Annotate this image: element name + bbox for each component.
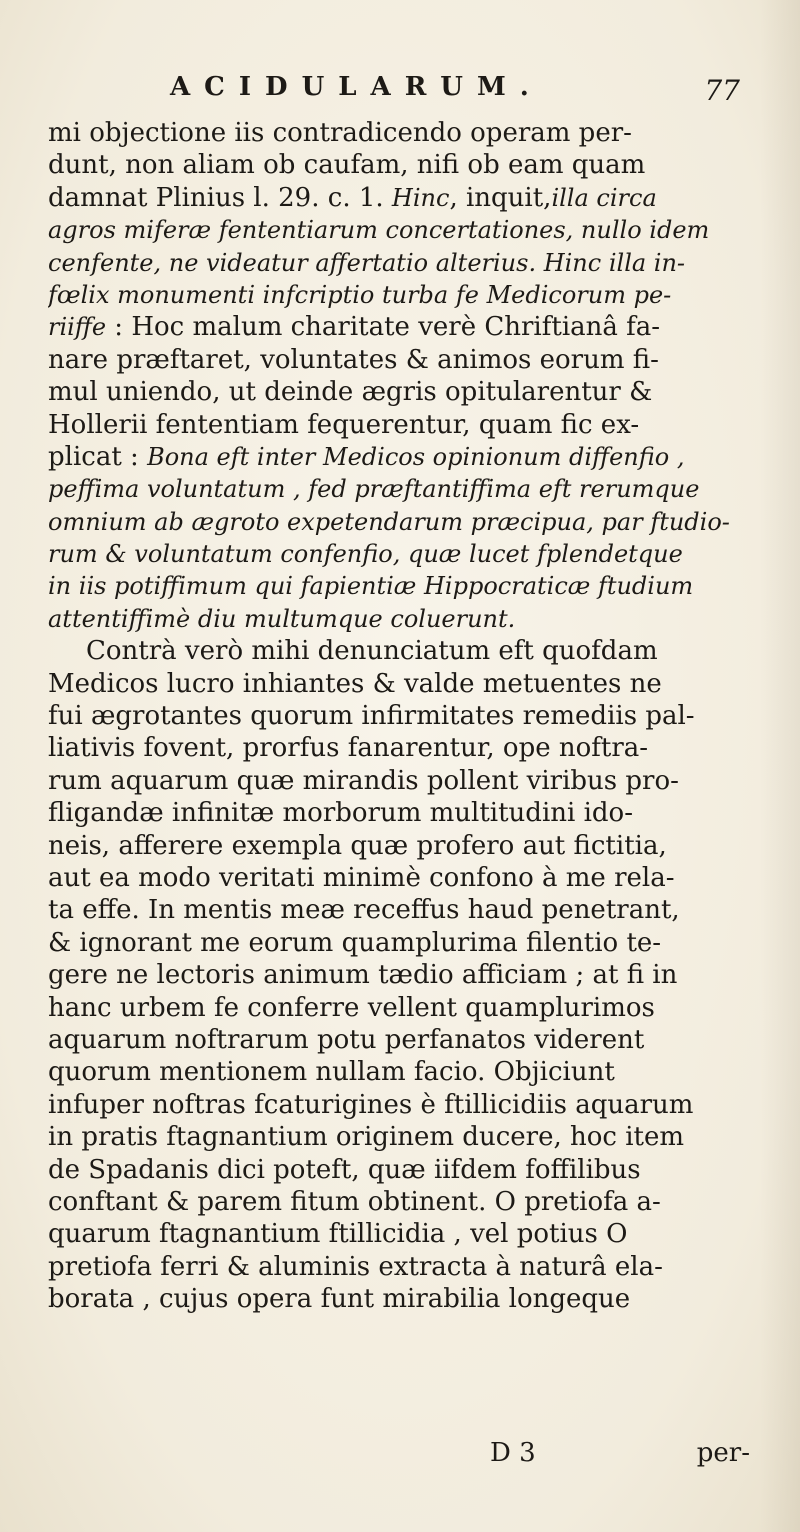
roman-text: nare præftaret, voluntates & animos eorum fi- bbox=[48, 344, 659, 375]
signature-mark: D 3 bbox=[490, 1438, 536, 1468]
italic-text: agros miferæ fententiarum concertationes, nullo idem bbox=[48, 216, 710, 245]
text-line bbox=[48, 1283, 778, 1315]
roman-text: quarum ftagnantium ftillicidia , vel potius O bbox=[48, 1219, 628, 1250]
roman-text: borata , cujus opera funt mirabilia longeque bbox=[48, 1284, 631, 1315]
italic-text: in iis potiffimum qui fapientiæ Hippocraticæ ftudium bbox=[48, 572, 694, 601]
text-line bbox=[48, 732, 778, 764]
text-line bbox=[48, 1251, 778, 1283]
text-line bbox=[48, 311, 778, 343]
text-line bbox=[48, 635, 778, 667]
text-line bbox=[48, 538, 778, 570]
text-line bbox=[48, 927, 778, 959]
text-line bbox=[48, 506, 778, 538]
roman-text: hanc urbem fe conferre vellent quamplurimos bbox=[48, 992, 655, 1023]
italic-text: rum & voluntatum confenfio, quæ lucet fplendetque bbox=[48, 540, 683, 569]
italic-text: fœlix monumenti infcriptio turba fe Medicorum pe- bbox=[48, 280, 672, 309]
italic-text: Hinc bbox=[391, 183, 450, 212]
text-line bbox=[48, 214, 778, 246]
roman-text: aquarum noftrarum potu perfanatos viderent bbox=[48, 1024, 645, 1055]
text-line bbox=[48, 344, 778, 376]
text-line bbox=[48, 700, 778, 732]
text-line bbox=[48, 376, 778, 408]
text-line bbox=[48, 1121, 778, 1153]
roman-text: mi objectione iis contradicendo operam per- bbox=[48, 118, 632, 148]
text-line bbox=[48, 603, 778, 635]
italic-text: riiffe bbox=[48, 313, 107, 342]
roman-text: quorum mentionem nullam facio. Objiciunt bbox=[48, 1057, 615, 1088]
catchword: per- bbox=[696, 1438, 750, 1468]
roman-text: Contrà verò mihi denunciatum eft quofdam bbox=[86, 636, 658, 667]
text-line bbox=[48, 149, 778, 181]
roman-text: ta effe. In mentis meæ receffus haud penetrant, bbox=[48, 895, 680, 926]
running-title: ACIDULARUM. bbox=[170, 72, 543, 102]
roman-text: neis, afferere exempla quæ profero aut fictitia, bbox=[48, 830, 667, 861]
roman-text: & ignorant me eorum quamplurima filentio te- bbox=[48, 927, 662, 958]
roman-text: mul uniendo, ut deinde ægris opitularentur & bbox=[48, 377, 653, 408]
italic-text: peffima voluntatum , fed præftantiffima eft rerumque bbox=[48, 475, 700, 504]
roman-text: , inquit, bbox=[449, 182, 552, 213]
text-line bbox=[48, 668, 778, 700]
roman-text: infuper noftras fcaturigines è ftillicidiis aquarum bbox=[48, 1089, 694, 1120]
roman-text: : Hoc malum charitate verè Chriftianâ fa- bbox=[106, 312, 661, 343]
text-line bbox=[48, 797, 778, 829]
text-line bbox=[48, 894, 778, 926]
body-text bbox=[48, 117, 778, 1315]
roman-text: conftant & parem fitum obtinent. O pretiofa a- bbox=[48, 1186, 661, 1217]
text-line bbox=[48, 473, 778, 505]
text-line bbox=[48, 441, 778, 473]
text-line bbox=[48, 862, 778, 894]
italic-text: illa circa bbox=[551, 183, 657, 212]
roman-text: in pratis ftagnantium originem ducere, hoc item bbox=[48, 1122, 685, 1153]
text-line bbox=[48, 570, 778, 602]
roman-text: fligandæ infinitæ morborum multitudini ido- bbox=[48, 798, 633, 829]
italic-text: cenfente, ne videatur affertatio alterius. Hinc illa in- bbox=[48, 248, 686, 277]
page-footer bbox=[490, 1438, 790, 1472]
roman-text: damnat Plinius l. 29. c. 1. bbox=[48, 182, 392, 213]
italic-text: attentiffimè diu multumque coluerunt. bbox=[48, 604, 516, 633]
text-line bbox=[48, 279, 778, 311]
text-line bbox=[48, 117, 778, 149]
text-line bbox=[48, 992, 778, 1024]
roman-text: fui ægrotantes quorum infirmitates remediis pal- bbox=[48, 701, 695, 732]
roman-text: aut ea modo veritati minimè confono à me rela- bbox=[48, 862, 675, 893]
text-line bbox=[48, 247, 778, 279]
text-line bbox=[48, 409, 778, 441]
italic-text: omnium ab ægroto expetendarum præcipua, par ftudio- bbox=[48, 507, 730, 536]
roman-text: rum aquarum quæ mirandis pollent viribus pro- bbox=[48, 765, 679, 796]
text-line bbox=[48, 830, 778, 862]
italic-text: Bona eft inter Medicos opinionum diffenfio , bbox=[147, 442, 685, 471]
text-line bbox=[48, 1186, 778, 1218]
roman-text: dunt, non aliam ob caufam, nifi ob eam quam bbox=[48, 150, 646, 181]
text-line bbox=[48, 1154, 778, 1186]
text-line bbox=[48, 1056, 778, 1088]
text-line bbox=[48, 1089, 778, 1121]
text-line bbox=[48, 1218, 778, 1250]
roman-text: de Spadanis dici poteft, quæ iifdem foffilibus bbox=[48, 1154, 641, 1185]
page-header bbox=[170, 72, 740, 112]
roman-text: gere ne lectoris animum tædio afficiam ; at fi in bbox=[48, 960, 678, 991]
text-line bbox=[48, 182, 778, 214]
roman-text: Medicos lucro inhiantes & valde metuentes ne bbox=[48, 668, 662, 699]
roman-text: pretiofa ferri & aluminis extracta à naturâ ela- bbox=[48, 1251, 663, 1282]
roman-text: liativis fovent, prorfus fanarentur, ope noftra- bbox=[48, 733, 649, 764]
text-line bbox=[48, 1024, 778, 1056]
roman-text: plicat : bbox=[48, 441, 148, 472]
text-line bbox=[48, 959, 778, 991]
roman-text: Hollerii fententiam fequerentur, quam fic ex- bbox=[48, 409, 640, 440]
page-number: 77 bbox=[704, 74, 740, 107]
text-line bbox=[48, 765, 778, 797]
